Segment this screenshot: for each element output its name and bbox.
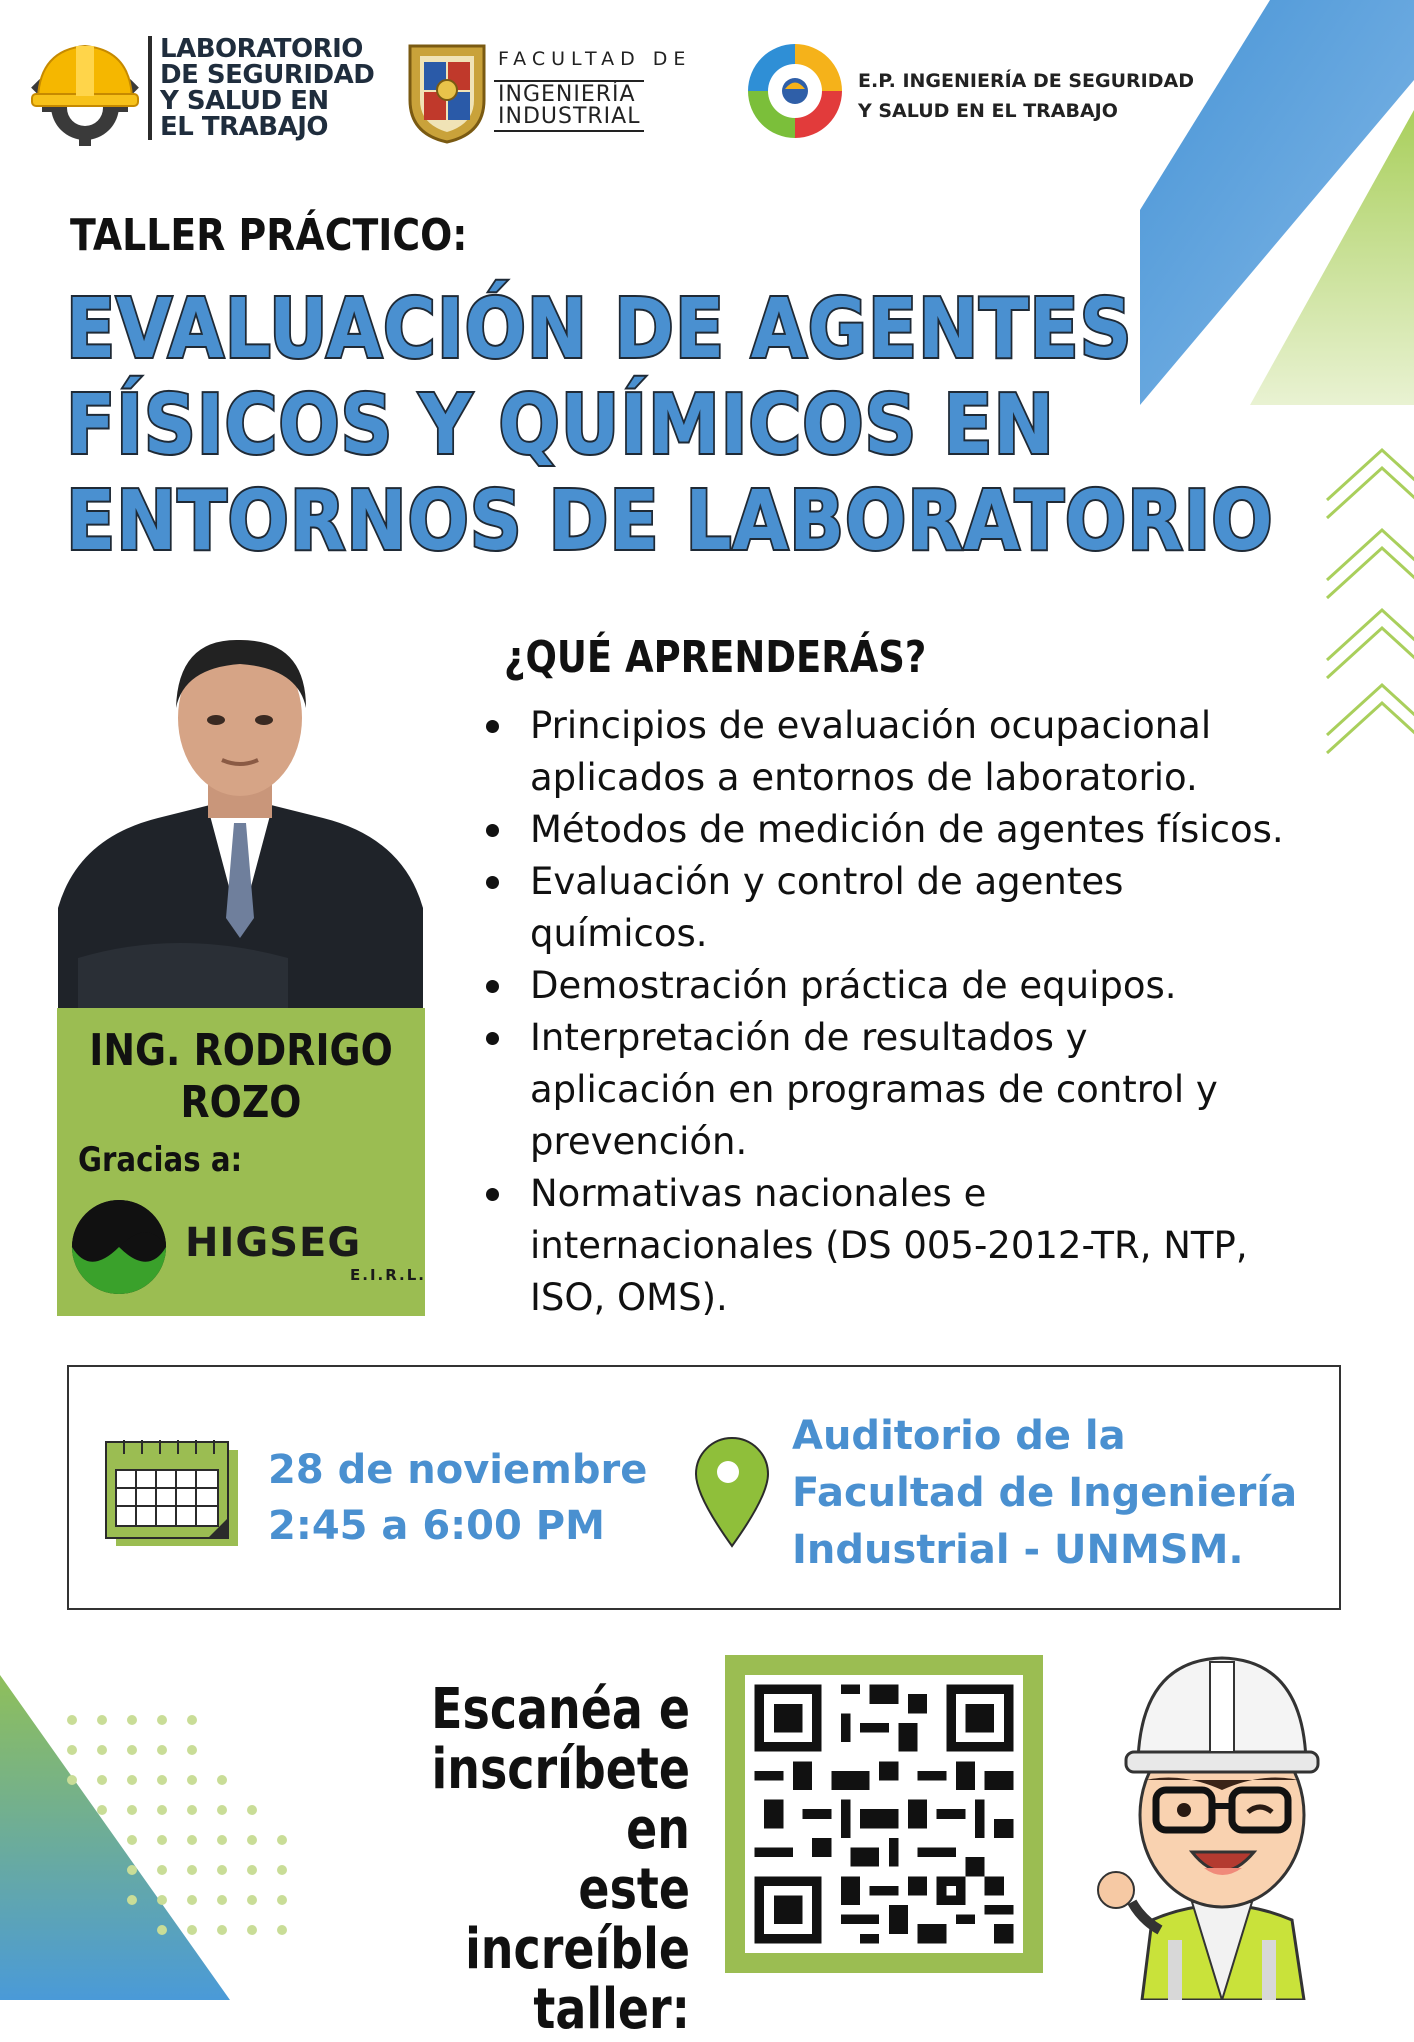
list-item: Demostración práctica de equipos. <box>480 960 1360 1012</box>
school-name <box>858 66 1194 126</box>
list-item: Evaluación y control de agentes químicos. <box>480 856 1360 960</box>
event-date: 28 de noviembre <box>268 1447 648 1493</box>
faculty-name <box>494 80 644 132</box>
title-line: FÍSICOS Y QUÍMICOS EN <box>66 378 1055 473</box>
cta-line: taller: <box>533 1977 690 2042</box>
speaker-name <box>83 1025 399 1129</box>
title-line: EVALUACIÓN DE AGENTES <box>66 282 1133 377</box>
lab-logo-line: Y SALUD EN <box>160 86 329 116</box>
engineer-mascot-icon <box>1072 1640 1372 2000</box>
thanks-label: Gracias a: <box>78 1140 243 1180</box>
pdca-cycle-icon <box>740 36 850 146</box>
faculty-name-line: INDUSTRIAL <box>498 104 641 129</box>
event-place-line: Facultad de Ingeniería <box>792 1470 1298 1516</box>
speaker-photo <box>58 628 423 1008</box>
higseg-logo-icon <box>70 1198 168 1296</box>
speaker-name-line: ROZO <box>180 1077 302 1128</box>
calendar-icon <box>104 1440 244 1550</box>
list-item: Interpretación de resultados y aplicación en programas de control y prevención. <box>480 1012 1360 1168</box>
school-name-line: E.P. INGENIERÍA DE SEGURIDAD <box>858 70 1194 92</box>
faculty-label: FACULTAD DE <box>498 48 692 70</box>
hardhat-gear-icon <box>30 36 140 146</box>
list-item: Normativas nacionales e internacionales (DS 005-2012-TR, NTP, ISO, OMS). <box>480 1168 1360 1324</box>
event-place-line: Industrial - UNMSM. <box>792 1527 1244 1573</box>
lab-logo-line: DE SEGURIDAD <box>160 60 375 90</box>
event-place <box>792 1408 1297 1579</box>
university-seal-icon <box>402 40 492 144</box>
lab-logo-line: LABORATORIO <box>160 34 363 64</box>
list-item: Principios de evaluación ocupacional aplicados a entornos de laboratorio. <box>480 700 1360 804</box>
lab-logo-text <box>148 36 390 140</box>
workshop-title <box>66 282 1274 570</box>
school-name-line: Y SALUD EN EL TRABAJO <box>858 100 1118 122</box>
location-pin-icon <box>694 1436 770 1548</box>
learn-list <box>480 700 1360 1324</box>
sponsor-suffix: E.I.R.L. <box>350 1266 427 1284</box>
cta-line: inscríbete en <box>431 1737 690 1862</box>
faculty-name-line: INGENIERÍA <box>498 82 636 107</box>
dot-grid-decoration <box>62 1710 302 1950</box>
workshop-kicker: TALLER PRÁCTICO: <box>70 210 468 261</box>
speaker-name-line: ING. RODRIGO <box>89 1025 393 1076</box>
cta-line: este increíble <box>465 1857 690 1982</box>
lab-logo-line: EL TRABAJO <box>160 112 328 142</box>
cta-line: Escanéa e <box>431 1677 690 1742</box>
event-time: 2:45 a 6:00 PM <box>268 1503 605 1549</box>
title-line: ENTORNOS DE LABORATORIO <box>66 474 1274 569</box>
sponsor-name: HIGSEG <box>185 1220 362 1266</box>
qr-code-icon[interactable] <box>745 1675 1023 1953</box>
event-place-line: Auditorio de la <box>792 1413 1126 1459</box>
event-datetime <box>268 1442 647 1554</box>
learn-heading: ¿QUÉ APRENDERÁS? <box>504 632 927 683</box>
list-item: Métodos de medición de agentes físicos. <box>480 804 1360 856</box>
scan-call-to-action <box>370 1677 690 2042</box>
